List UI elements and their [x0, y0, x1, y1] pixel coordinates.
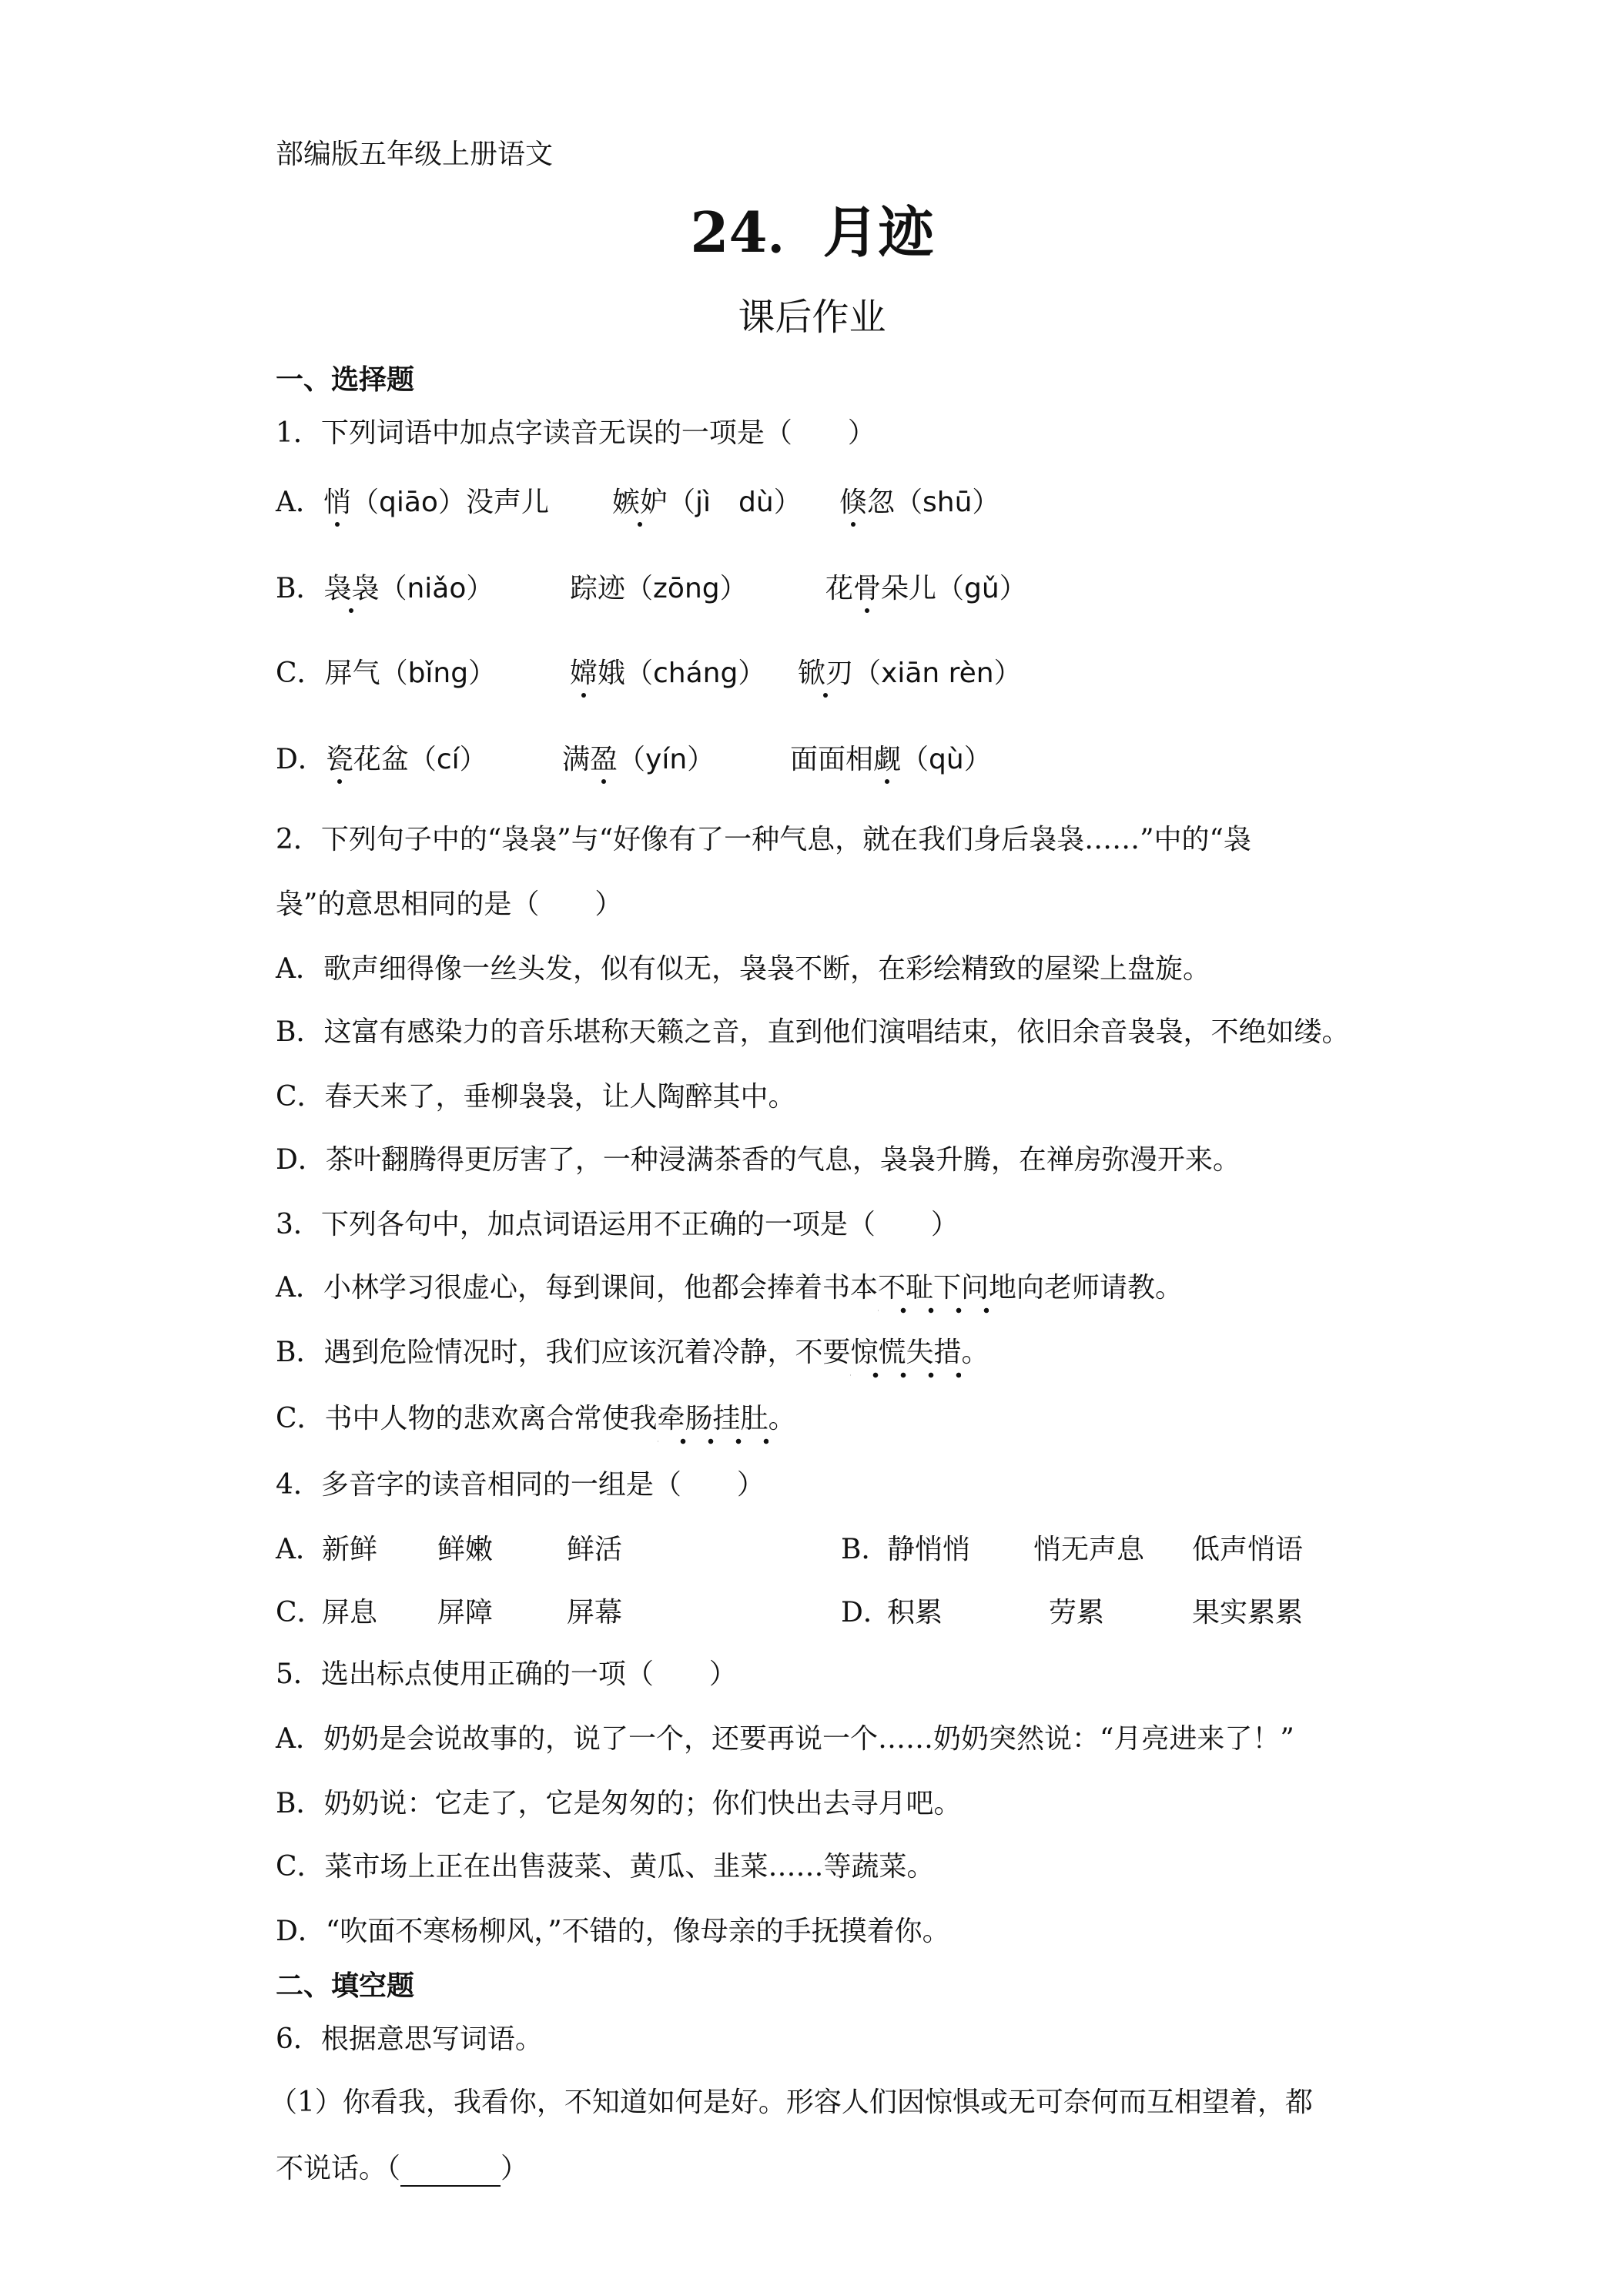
option-label: C． — [276, 658, 325, 689]
question-3-option-b — [276, 1335, 989, 1371]
answer-blank[interactable] — [400, 2159, 501, 2187]
plain-char: 满 — [562, 744, 591, 775]
dotted-char: 骨 — [853, 571, 881, 607]
question-4-option-b-label: B． — [841, 1534, 889, 1565]
sentence-text: 。 — [768, 1403, 796, 1434]
question-2-option-d: D．茶叶翻腾得更厉害了，一种浸满茶香的气息，袅袅升腾，在禅房弥漫开来。 — [276, 1144, 1241, 1176]
sentence-text: 。 — [961, 1337, 989, 1368]
word: 积累 — [887, 1597, 943, 1628]
question-1-option-c-item3 — [798, 656, 1022, 691]
question-5-option-a: A．奶奶是会说故事的，说了一个，还要再说一个……奶奶突然说：“月亮进来了！” — [276, 1723, 1294, 1755]
word: 新鲜 — [322, 1534, 378, 1565]
word: 果实累累 — [1192, 1597, 1304, 1628]
question-1-option-d — [276, 742, 487, 778]
dotted-phrase: 牵肠挂肚 — [658, 1401, 768, 1444]
question-2-option-c: C．春天来了，垂柳袅袅，让人陶醉其中。 — [276, 1081, 796, 1113]
sentence-text: 地向老师请教。 — [989, 1272, 1184, 1304]
question-1-option-d-item3 — [790, 742, 992, 778]
question-5-option-b: B．奶奶说：它走了，它是匆匆的；你们快出去寻月吧。 — [276, 1788, 962, 1819]
dotted-phrase: 不耻下问 — [878, 1270, 989, 1314]
question-1-option-b — [276, 571, 494, 607]
word: 静悄悄 — [887, 1534, 971, 1565]
textbook-series-label: 部编版五年级上册语文 — [276, 139, 554, 170]
question-1-option-c-item2 — [570, 656, 765, 691]
section-heading-choice: 一、选择题 — [276, 363, 415, 396]
plain-char: 屏 — [324, 658, 353, 689]
question-1-option-a-item3 — [839, 485, 1000, 520]
question-5-stem: 5．选出标点使用正确的一项（ ） — [276, 1658, 737, 1690]
dotted-char: 嫉妒 — [612, 485, 668, 520]
question-5-option-c: C．菜市场上正在出售菠菜、黄瓜、韭菜……等蔬菜。 — [276, 1851, 935, 1883]
plain-char: 面面相 — [790, 744, 874, 775]
question-1-option-b-item3 — [825, 571, 1027, 607]
dotted-char: 袅袅 — [323, 571, 379, 607]
question-4-option-c-label: C． — [276, 1597, 325, 1628]
question-2-option-a: A．歌声细得像一丝头发，似有似无，袅袅不断，在彩绘精致的屋梁上盘旋。 — [276, 953, 1210, 985]
word: 鲜活 — [567, 1534, 623, 1565]
dotted-char: 悄 — [323, 485, 351, 520]
section-heading-fill: 二、填空题 — [276, 1970, 415, 2002]
pinyin-text: （niǎo） — [379, 573, 494, 604]
question-6-item-1-line1: （1）你看我，我看你，不知道如何是好。形容人们因惊惧或无可奈何而互相望着，都 — [270, 2087, 1313, 2118]
pinyin-text: 忽（shū） — [867, 487, 1000, 518]
question-5-option-d: D．“吹面不寒杨柳风，”不错的，像母亲的手抚摸着你。 — [276, 1916, 950, 1947]
word: 屏幕 — [567, 1597, 623, 1628]
option-label: A． — [276, 487, 323, 518]
plain-char: 花 — [825, 573, 854, 604]
lesson-subtitle: 课后作业 — [738, 296, 886, 339]
pinyin-text: 娥（cháng） — [598, 658, 766, 689]
pinyin-text: （jì dù） — [668, 487, 802, 518]
question-3-stem: 3．下列各句中，加点词语运用不正确的一项是（ ） — [276, 1209, 959, 1240]
sentence-text: A．小林学习很虚心，每到课间，他都会捧着书本 — [276, 1272, 878, 1304]
question-1-stem: 1．下列词语中加点字读音无误的一项是（ ） — [276, 417, 876, 449]
word: 鲜嫩 — [437, 1534, 494, 1565]
question-6-item-1-line2 — [276, 2151, 528, 2187]
pinyin-text: 迹（zōng） — [598, 573, 748, 604]
question-2-option-b: B．这富有感染力的音乐堪称天籁之音，直到他们演唱结束，依旧余音袅袅，不绝如缕。 — [276, 1016, 1350, 1048]
sentence-text: C．书中人物的悲欢离合常使我 — [276, 1403, 658, 1434]
question-1-option-a — [276, 485, 549, 520]
dotted-phrase: 惊慌失措 — [850, 1335, 961, 1378]
pinyin-text: 气（bǐng） — [352, 658, 497, 689]
dotted-char: 觑 — [873, 742, 901, 778]
word: 劳累 — [1049, 1597, 1105, 1628]
question-3-option-c — [276, 1401, 796, 1437]
dotted-char: 盈 — [590, 742, 618, 778]
word: 低声悄语 — [1192, 1534, 1304, 1565]
question-4-stem: 4．多音字的读音相同的一组是（ ） — [276, 1469, 765, 1501]
word: 屏障 — [437, 1597, 494, 1628]
dotted-char: 瓷 — [326, 742, 353, 778]
option-label: D． — [276, 744, 326, 775]
pinyin-text: （xiān rèn） — [853, 658, 1022, 689]
pinyin-text: （qiāo）没声儿 — [351, 487, 549, 518]
question-2-stem-line1: 2．下列句子中的“袅袅”与“好像有了一种气息，就在我们身后袅袅……”中的“袅 — [276, 824, 1251, 855]
dotted-char: 锨刃 — [798, 656, 853, 691]
question-1-option-d-item2 — [562, 742, 715, 778]
question-2-stem-line2: 袅”的意思相同的是（ ） — [276, 889, 623, 920]
question-4-option-a-label: A． — [276, 1534, 323, 1565]
sentence-text: ） — [501, 2153, 529, 2184]
pinyin-text: 朵儿（gǔ） — [881, 573, 1027, 604]
question-1-option-a-item2 — [612, 485, 802, 520]
word: 屏息 — [322, 1597, 378, 1628]
dotted-char: 嫦 — [570, 656, 598, 691]
question-1-option-b-item2 — [570, 571, 748, 607]
lesson-title: 24．月迹 — [690, 199, 934, 265]
sentence-text: B．遇到危险情况时，我们应该沉着冷静，不要 — [276, 1337, 851, 1368]
question-6-stem: 6．根据意思写词语。 — [276, 2023, 543, 2055]
question-4-option-d-label: D． — [841, 1597, 891, 1628]
pinyin-text: （qù） — [901, 744, 992, 775]
sentence-text: 不说话。（ — [276, 2153, 401, 2184]
question-3-option-a — [276, 1270, 1183, 1306]
question-1-option-c — [276, 656, 496, 691]
pinyin-text: （yín） — [618, 744, 715, 775]
dotted-char: 倏 — [839, 485, 867, 520]
option-label: B． — [276, 573, 324, 604]
word: 悄无声息 — [1033, 1534, 1145, 1565]
plain-char: 踪 — [570, 573, 598, 604]
pinyin-text: 花盆（cí） — [353, 744, 487, 775]
